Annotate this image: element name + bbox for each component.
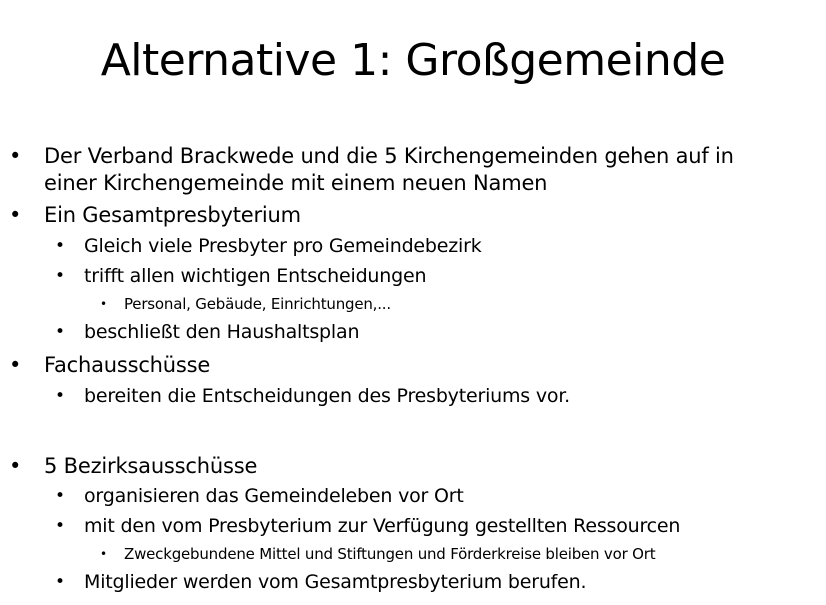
bullet-point-icon: • [9, 454, 22, 478]
bullet-point-icon: • [9, 353, 22, 377]
sub-bullet-icon: • [55, 386, 66, 406]
sub-sub-bullet-icon: • [100, 297, 108, 311]
sub-bullet-icon: • [55, 236, 66, 256]
sub-bullet-text: beschließt den Haushaltsplan [84, 321, 360, 343]
bullet-text: 5 Bezirksausschüsse [44, 454, 258, 478]
bullet-point-icon: • [9, 144, 22, 168]
bullet-point-icon: • [9, 203, 22, 227]
sub-sub-bullet-text: Personal, Gebäude, Einrichtungen,... [124, 295, 391, 313]
sub-bullet-icon: • [55, 572, 66, 592]
bullet-text: Ein Gesamtpresbyterium [44, 203, 301, 227]
bullet-text-line: Der Verband Brackwede und die 5 Kirchengemeinden gehen auf in [44, 144, 734, 168]
sub-sub-bullet-icon: • [100, 547, 108, 561]
sub-bullet-text: organisieren das Gemeindeleben vor Ort [84, 485, 464, 507]
sub-bullet-icon: • [55, 322, 66, 342]
sub-bullet-text: mit den vom Presbyterium zur Verfügung gestellten Ressourcen [84, 515, 681, 537]
sub-bullet-icon: • [55, 486, 66, 506]
sub-bullet-text: Gleich viele Presbyter pro Gemeindebezirk [84, 235, 482, 257]
bullet-text: Fachausschüsse [44, 353, 211, 377]
sub-bullet-text: bereiten die Entscheidungen des Presbyteriums vor. [84, 385, 571, 407]
sub-sub-bullet-text: Zweckgebundene Mittel und Stiftungen und Förderkreise bleiben vor Ort [124, 545, 656, 563]
sub-bullet-text: Mitglieder werden vom Gesamtpresbyterium berufen. [84, 571, 587, 593]
sub-bullet-text: trifft allen wichtigen Entscheidungen [84, 265, 427, 287]
slide-title: Alternative 1: Großgemeinde [100, 35, 726, 86]
sub-bullet-icon: • [55, 516, 66, 536]
sub-bullet-icon: • [55, 266, 66, 286]
bullet-text-line: einer Kirchengemeinde mit einem neuen Namen [44, 171, 548, 195]
